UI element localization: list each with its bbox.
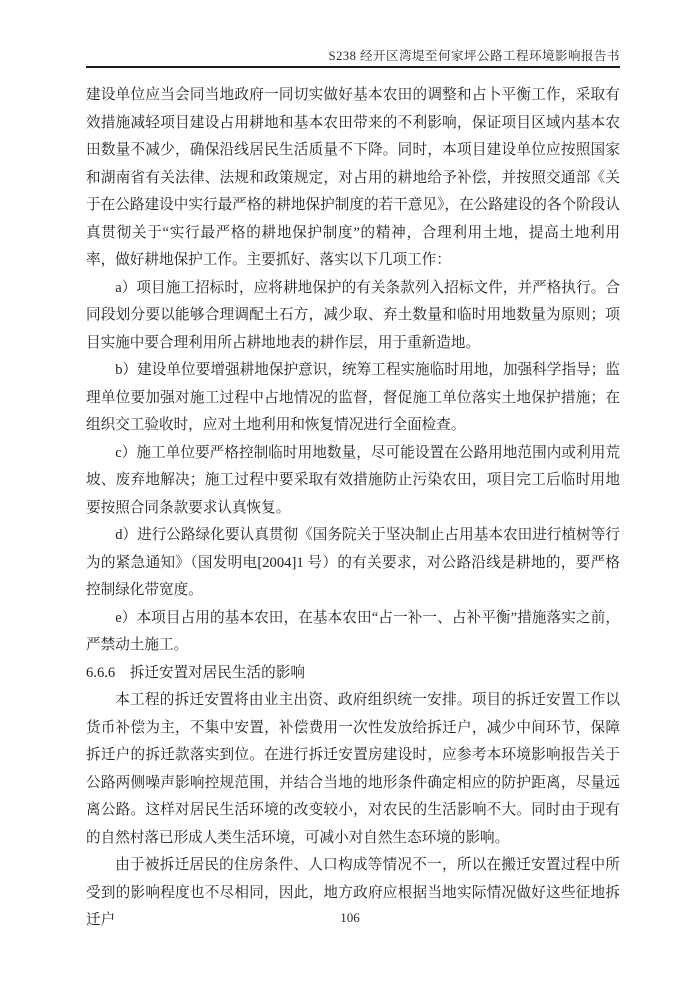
page-footer xyxy=(0,910,700,926)
page-number: 106 xyxy=(340,910,360,925)
body-paragraph: a）项目施工招标时，应将耕地保护的有关条款列入招标文件，并严格执行。合同段划分要以能够合理调配土石方，减少取、弃土数量和临时用地数量为原则；项目实施中要合理利用所占耕地地表的耕作层，用于重新造地。 xyxy=(86,279,620,351)
body-paragraph: d）进行公路绿化要认真贯彻《国务院关于坚决制止占用基本农田进行植树等行为的紧急通知》（国发明电[2004]1 号）的有关要求，对公路沿线是耕地的，要严格控制绿化带宽度。 xyxy=(86,527,620,598)
body-paragraph: 本工程的拆迁安置将由业主出资、政府组织统一安排。项目的拆迁安置工作以货币补偿为主，不集中安置，补偿费用一次性发放给拆迁户，减少中间环节，保障拆迁户的拆迁款落实到位。在进行拆迁安置房建设时，应参考本环境影响报告关于公路两侧噪声影响控规范围，并结合当地的地形条件确定相应的防护距离，尽量远离公路。这样对居民生活环境的改变较小，对农民的生活影响不大。同时由于现有的自然村落已形成人类生活环境，可减小对自然生态环境的影响。 xyxy=(86,692,620,846)
body-paragraph: e）本项目占用的基本农田，在基本农田“占一补一、占补平衡”措施落实之前，严禁动土施工。 xyxy=(86,609,620,653)
body-paragraph: c）施工单位要严格控制临时用地数量，尽可能设置在公路用地范围内或利用荒坡、废弃地解决；施工过程中要采取有效措施防止污染农田，项目完工后临时用地要按照合同条款要求认真恢复。 xyxy=(86,444,620,516)
body-paragraph: b）建设单位要增强耕地保护意识，统筹工程实施临时用地，加强科学指导；监理单位要加强对施工过程中占地情况的监督，督促施工单位落实土地保护措施；在组织交工验收时，应对土地利用和恢复情况进行全面检查。 xyxy=(86,362,620,433)
body-paragraph: 由于被拆迁居民的住房条件、人口构成等情况不一，所以在搬迁安置过程中所受到的影响程度也不尽相同，因此，地方政府应根据当地实际情况做好这些征地拆迁户 xyxy=(86,857,620,928)
body-paragraph: 建设单位应当会同当地政府一同切实做好基本农田的调整和占卜平衡工作，采取有效措施减轻项目建设占用耕地和基本农田带来的不利影响，保证项目区域内基本农田数量不减少，确保沿线居民生活质量不下降。同时，本项目建设单位应按照国家和湖南省有关法律、法规和政策规定，对占用的耕地给予补偿，并按照交通部《关于在公路建设中实行最严格的耕地保护制度的若干意见》，在公路建设的各个阶段认真贯彻关于“实行最严格的耕地保护制度”的精神，合理利用土地，提高土地利用率，做好耕地保护工作。主要抓好、落实以下几项工作： xyxy=(86,87,620,268)
section-heading: 6.6.6 拆迁安置对居民生活的影响 xyxy=(86,664,305,681)
running-header-title: S238 经开区湾堤至何家坪公路工程环境影响报告书 xyxy=(328,49,620,63)
document-body xyxy=(86,82,620,935)
header-divider xyxy=(86,66,620,68)
